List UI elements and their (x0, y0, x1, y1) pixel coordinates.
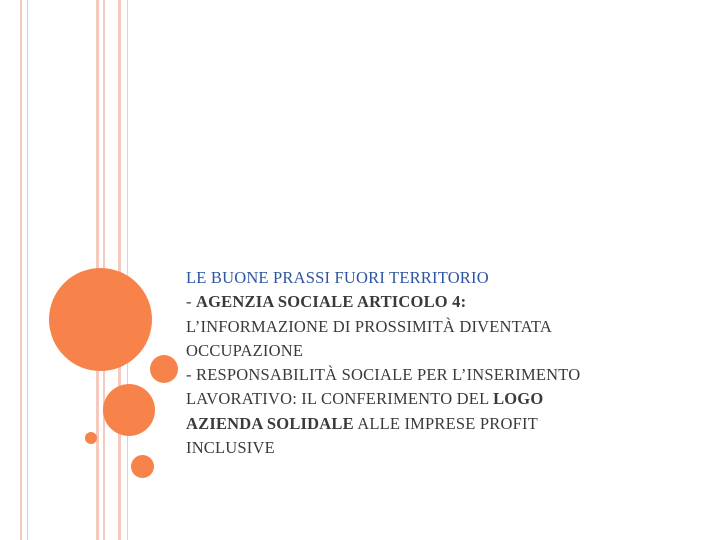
decorative-circle-tiny (85, 432, 97, 444)
slide-body (186, 266, 686, 460)
decorative-rule (20, 0, 22, 540)
item-2-line-3 (186, 412, 686, 436)
item-2-logo-bold: LOGO (493, 389, 544, 409)
slide-heading: LE BUONE PRASSI FUORI TERRITORIO (186, 268, 489, 287)
item-2-line-2-text: LAVORATIVO: IL CONFERIMENTO DEL (186, 389, 494, 409)
item-1-line-3: OCCUPAZIONE (186, 340, 304, 360)
item-1-title: AGENZIA SOCIALE ARTICOLO 4: (196, 292, 467, 312)
decorative-rule (127, 0, 128, 540)
item-2-line-3-text: ALLE IMPRESE PROFIT (353, 413, 538, 433)
item-2-azienda-solidale: AZIENDA SOLIDALE (186, 413, 354, 433)
decorative-circle-medium (103, 384, 155, 436)
decorative-circle-small (131, 455, 154, 478)
decorative-circle-small (150, 355, 178, 383)
item-1-line-2: L’INFORMAZIONE DI PROSSIMITÀ DIVENTATA (186, 316, 552, 336)
item-2-line-2 (186, 387, 686, 411)
item-1-prefix: - (186, 292, 197, 312)
item-1-line-1 (186, 290, 686, 314)
decorative-rule (118, 0, 121, 540)
decorative-rule (27, 0, 28, 540)
decorative-circle-large (49, 268, 152, 371)
item-2-line-4: INCLUSIVE (186, 438, 275, 458)
item-2-line-1: - RESPONSABILITÀ SOCIALE PER L’INSERIMENTO (186, 365, 581, 385)
